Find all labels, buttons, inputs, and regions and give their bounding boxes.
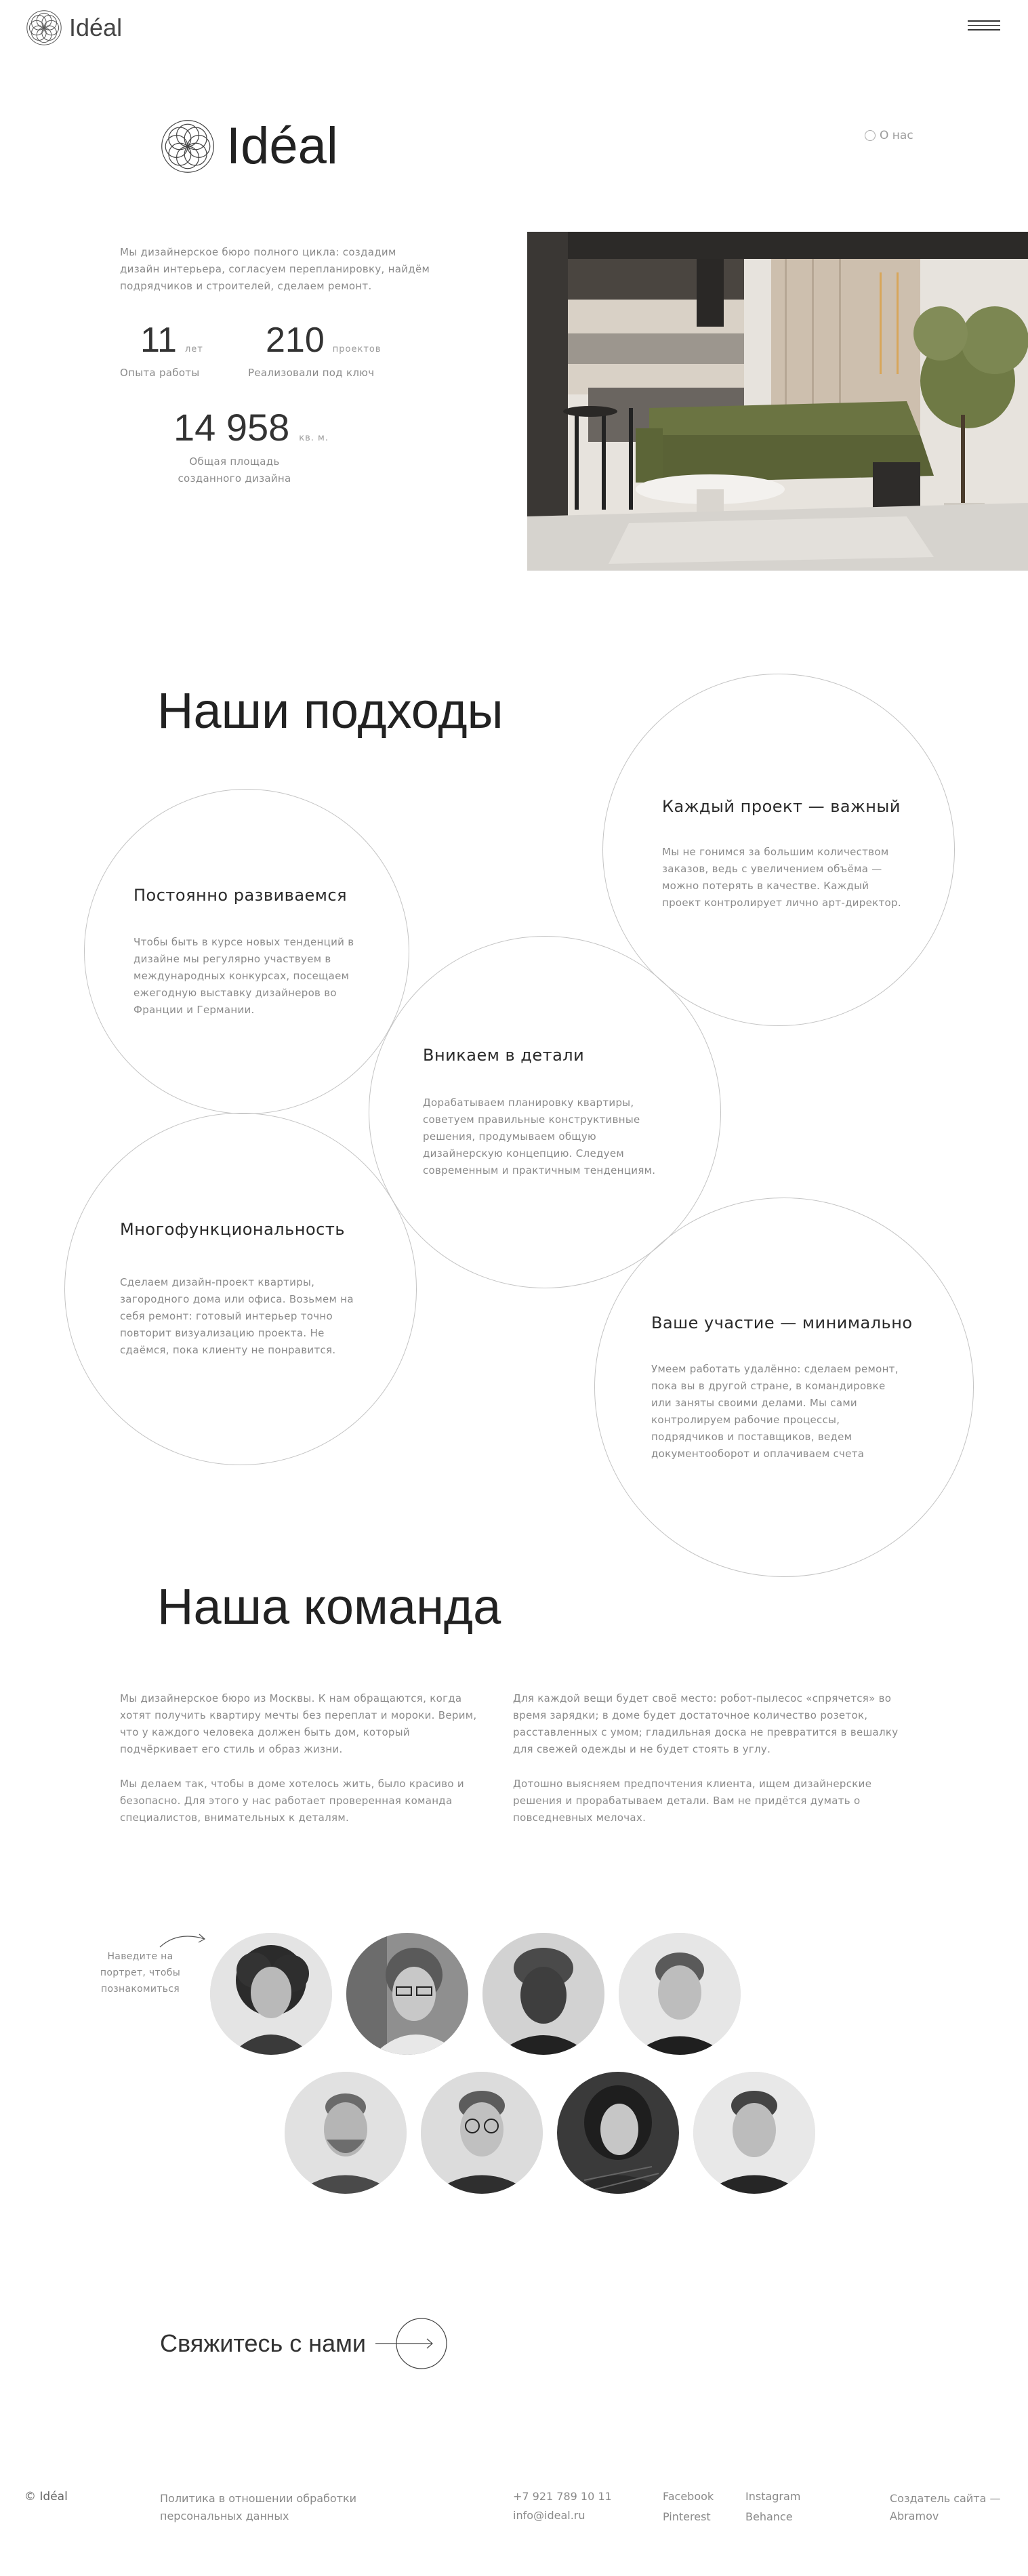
team-hover-hint: Наведите на портрет, чтобы познакомиться [100, 1951, 181, 1995]
team-paragraph: Дотошно выясняем предпочтения клиента, ищем дизайнерские решения и прорабатываем детали. Вам не придётся думать о повседневных мелочах. [513, 1778, 872, 1824]
approach-text: Сделаем дизайн-проект квартиры, загородного дома или офиса. Возьмем на себя ремонт: готовый интерьер точно повторит визуализацию проекта. Не сдаёмся, пока клиенту не понравится. [120, 1276, 354, 1356]
approach-text: Чтобы быть в курсе новых тенденций в дизайне мы регулярно участвуем в международных конкурсах, посещаем ежегодную выставку дизайнеров во Франции и Германии. [133, 936, 354, 1016]
team-portrait[interactable] [285, 2072, 407, 2194]
contact-cta[interactable] [160, 2316, 449, 2371]
team-portrait[interactable] [619, 1933, 741, 2055]
stat-unit: лет [184, 344, 203, 354]
approach-title: Ваше участие — минимально [651, 1313, 913, 1332]
header-logo[interactable] [26, 9, 122, 46]
approach-text: Умеем работать удалённо: сделаем ремонт, пока вы в другой стране, в командировке или заняты своими делами. Мы сами контролируем рабочие процессы, подрядчиков и поставщиков, ведем документооборот и оплачиваем счета [651, 1363, 899, 1460]
contact-label: Свяжитесь с нами [160, 2329, 367, 2357]
stat-years [120, 320, 235, 382]
stat-label: Реализовали под ключ [248, 367, 375, 379]
footer-email[interactable]: info@ideal.ru [513, 2509, 585, 2522]
team-portrait[interactable] [557, 2072, 679, 2194]
site-credit[interactable]: Создатель сайта — Abramov [890, 2492, 1001, 2522]
team-portrait[interactable] [210, 1933, 332, 2055]
stat-value: 14 958 [173, 406, 290, 449]
about-link-label: О нас [880, 129, 913, 142]
team-title: Наша команда [157, 1578, 501, 1635]
social-link-pinterest[interactable]: Pinterest [663, 2510, 711, 2523]
stat-unit: проектов [332, 344, 382, 354]
social-link-behance[interactable]: Behance [745, 2510, 793, 2523]
curved-arrow-icon [157, 1928, 211, 1955]
header-logo-text: Idéal [69, 14, 123, 41]
hero-intro: Мы дизайнерское бюро полного цикла: создадим дизайн интерьера, согласуем перепланировку, найдём подрядчиков и строителей, сделаем ремонт. [120, 246, 430, 292]
approach-title: Многофункциональность [120, 1220, 345, 1239]
approach-title: Постоянно развиваемся [133, 886, 348, 905]
arrow-right-icon [374, 2316, 449, 2371]
hero-logo-text: Idéal [226, 117, 338, 175]
team-portrait[interactable] [346, 1933, 468, 2055]
stat-unit: кв. м. [299, 433, 329, 443]
privacy-policy-link[interactable]: Политика в отношении обработки персональных данных [160, 2492, 357, 2522]
approach-text: Дорабатываем планировку квартиры, советуем правильные конструктивные решения, продумываем общую дизайнерскую концепцию. Следуем современным и практичным тенденциям. [423, 1097, 656, 1177]
footer-copyright: © Idéal [24, 2490, 68, 2503]
social-link-facebook[interactable]: Facebook [663, 2490, 714, 2503]
hero-logo [160, 117, 338, 176]
stat-label: Общая площадь созданного дизайна [178, 455, 291, 485]
footer-phone[interactable]: +7 921 789 10 11 [513, 2490, 612, 2503]
stat-value: 11 [140, 321, 177, 360]
hero-interior-image [527, 232, 1028, 571]
team-paragraph: Мы дизайнерское бюро из Москвы. К нам обращаются, когда хотят получить квартиру мечты без переплат и мороки. Верим, что у каждого человека должен быть дом, который подчёркивает его стиль и образ жизни. [120, 1692, 477, 1755]
approach-text: Мы не гонимся за большим количеством заказов, ведь с увеличением объёма — можно потерять в качестве. Каждый проект контролирует лично арт-директор. [662, 846, 901, 909]
team-portrait[interactable] [693, 2072, 815, 2194]
team-paragraph: Мы делаем так, чтобы в доме хотелось жить, было красиво и безопасно. Для этого у нас работает проверенная команда специалистов, внимательных к деталям. [120, 1778, 464, 1824]
approach-title: Каждый проект — важный [662, 797, 901, 816]
flower-logo-icon [160, 119, 215, 174]
about-link[interactable] [865, 129, 913, 142]
team-portrait[interactable] [421, 2072, 543, 2194]
stat-projects [248, 320, 411, 382]
stat-value: 210 [266, 321, 325, 360]
flower-logo-icon [26, 9, 62, 46]
social-link-instagram[interactable]: Instagram [745, 2490, 801, 2503]
stat-area [173, 405, 350, 487]
hamburger-icon[interactable] [968, 20, 1000, 31]
team-paragraph: Для каждой вещи будет своё место: робот-пылесос «спрячется» во время зарядки; в доме будет достаточное количество розеток, расставленных с умом; гладильная доска не превратится в вешалку для свежей одежды и не будет стоять в углу. [513, 1692, 899, 1755]
stat-label: Опыта работы [120, 367, 200, 379]
circle-bullet-icon [865, 130, 876, 141]
approach-title: Вникаем в детали [423, 1046, 585, 1065]
approaches-title: Наши подходы [157, 682, 503, 739]
team-portrait[interactable] [482, 1933, 604, 2055]
